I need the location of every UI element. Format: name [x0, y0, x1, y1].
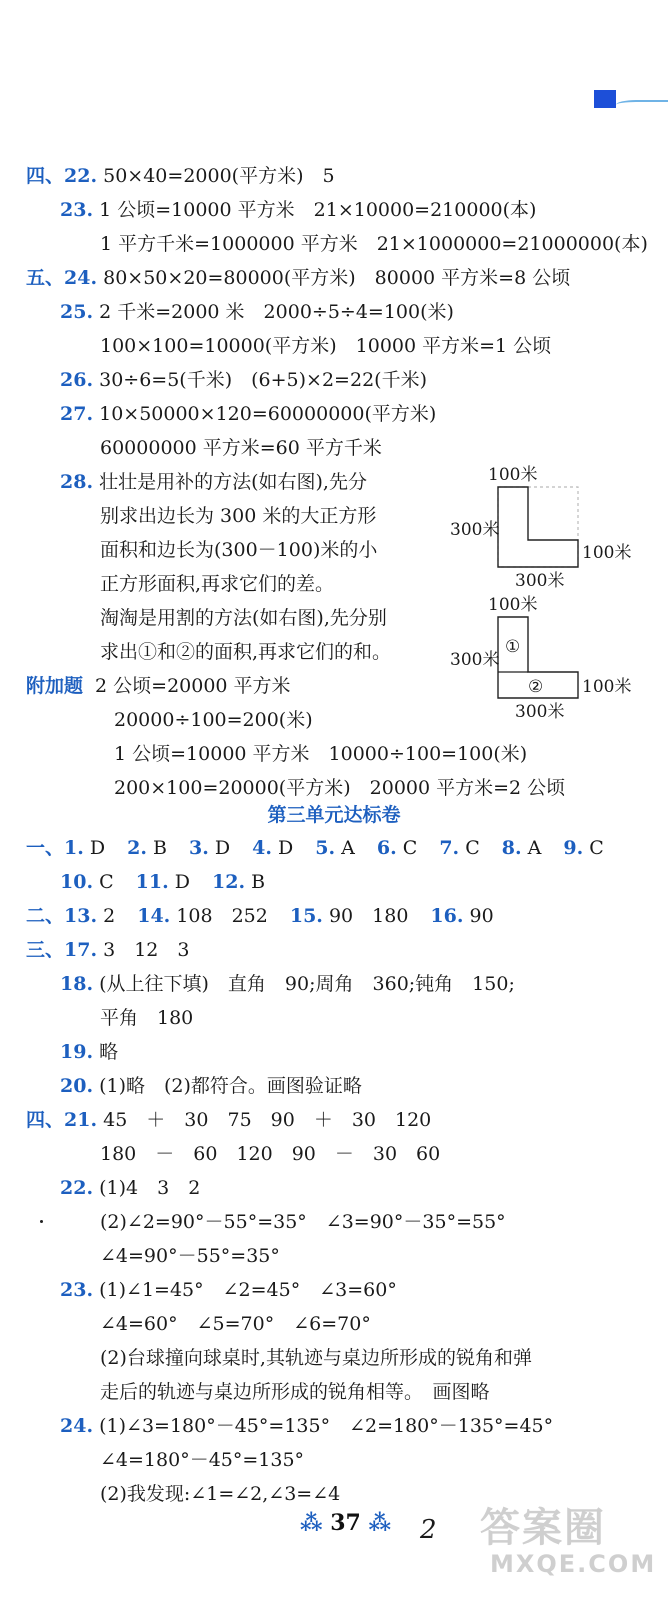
figure2-part2-label: ②	[528, 677, 544, 697]
watermark	[470, 1490, 660, 1590]
page-number-value: 37	[330, 1510, 361, 1536]
answer-line: 19. 略	[60, 1041, 119, 1063]
figure1-top-label: 100米	[488, 465, 538, 485]
answer-line: 四、21. 45 ＋ 30 75 90 ＋ 30 120	[26, 1109, 432, 1131]
answer-line: 1 平方千米=1000000 平方米 21×1000000=21000000(本)	[100, 233, 648, 255]
footer-decoration-right: ⁂	[368, 1510, 391, 1536]
section-title: 第三单元达标卷	[267, 804, 401, 826]
answer-line: 27. 10×50000×120=60000000(平方米)	[60, 403, 437, 425]
footer-decoration-left: ⁂	[300, 1510, 323, 1536]
answer-line: 180 － 60 120 90 － 30 60	[100, 1143, 441, 1165]
mc-row-1: 一、1. D 2. B 3. D 4. D 5. A 6. C 7. C 8. A 9. C	[26, 837, 604, 859]
stray-dot	[40, 1220, 43, 1223]
answer-line: (2)∠2=90°－55°=35° ∠3=90°－35°=55°	[100, 1211, 506, 1233]
answer-line: 24. (1)∠3=180°－45°=135° ∠2=180°－135°=45°	[60, 1415, 554, 1437]
answer-line: (2)我发现:∠1=∠2,∠3=∠4	[100, 1483, 341, 1505]
figure1-right-label: 100米	[582, 543, 632, 563]
answer-line: 1 公顷=10000 平方米 10000÷100=100(米)	[114, 743, 528, 765]
figure-complement	[450, 465, 631, 591]
answer-line: 20. (1)略 (2)都符合。画图验证略	[60, 1075, 362, 1097]
answer-line: (2)台球撞向球桌时,其轨迹与桌边所形成的锐角和弹	[100, 1347, 532, 1369]
answer-line: 60000000 平方米=60 平方千米	[100, 437, 382, 459]
figure-split	[450, 595, 631, 722]
figure1-left-label: 300米	[450, 520, 500, 540]
answer-line: 五、24. 80×50×20=80000(平方米) 80000 平方米=8 公顷	[26, 267, 571, 289]
answer-line: 26. 30÷6=5(千米) (6+5)×2=22(千米)	[60, 369, 427, 391]
answer-line: ∠4=180°－45°=135°	[100, 1449, 305, 1471]
mc-row-2: 10. C 11. D 12. B	[60, 871, 266, 893]
answer-line: 四、22. 50×40=2000(平方米) 5	[26, 165, 335, 187]
figure2-left-label: 300米	[450, 650, 500, 670]
answer-line: 28. 壮壮是用补的方法(如右图),先分	[60, 471, 367, 493]
answer-line: 25. 2 千米=2000 米 2000÷5÷4=100(米)	[60, 301, 454, 323]
figure1-l-shape	[498, 487, 578, 567]
answer-line: 附加题 2 公顷=20000 平方米	[26, 675, 291, 697]
answer-line: 正方形面积,再求它们的差。	[100, 573, 335, 595]
answer-line: 20000÷100=200(米)	[114, 709, 313, 731]
answer-line: 23. 1 公顷=10000 平方米 21×10000=210000(本)	[60, 199, 537, 221]
answer-line: 淘淘是用割的方法(如右图),先分别	[100, 607, 387, 629]
figure2-top-label: 100米	[488, 595, 538, 615]
page-number	[300, 1510, 391, 1536]
answer-line: ∠4=90°－55°=35°	[100, 1245, 280, 1267]
watermark-title: 答案圈	[480, 1505, 606, 1551]
figure1-bottom-label: 300米	[515, 571, 565, 591]
answer-line: 平角 180	[100, 1007, 194, 1029]
answer-line: 22. (1)4 3 2	[60, 1177, 201, 1199]
answer-line: 三、17. 3 12 3	[26, 939, 190, 961]
answer-line: ∠4=60° ∠5=70° ∠6=70°	[100, 1313, 371, 1335]
figure1-dashed-square	[498, 487, 578, 567]
figure2-bottom-label: 300米	[515, 702, 565, 722]
fill-row: 二、13. 2 14. 108 252 15. 90 180 16. 90	[26, 905, 494, 927]
answer-line: 18. (从上往下填) 直角 90;周角 360;钝角 150;	[60, 973, 515, 995]
answer-line: 求出①和②的面积,再求它们的和。	[100, 641, 392, 663]
answer-line: 走后的轨迹与桌边所形成的锐角相等。 画图略	[100, 1381, 490, 1403]
watermark-url: MXQE.COM	[490, 1550, 657, 1578]
answer-line: 200×100=20000(平方米) 20000 平方米=2 公顷	[114, 777, 566, 799]
figure2-part1-label: ①	[505, 637, 521, 657]
answer-line: 别求出边长为 300 米的大正方形	[100, 505, 377, 527]
figure2-right-label: 100米	[582, 677, 632, 697]
answer-line: 面积和边长为(300－100)米的小	[100, 539, 378, 561]
handwritten-note: 2	[420, 1515, 437, 1545]
answer-line: 100×100=10000(平方米) 10000 平方米=1 公顷	[100, 335, 552, 357]
answer-line: 23. (1)∠1=45° ∠2=45° ∠3=60°	[60, 1279, 397, 1301]
